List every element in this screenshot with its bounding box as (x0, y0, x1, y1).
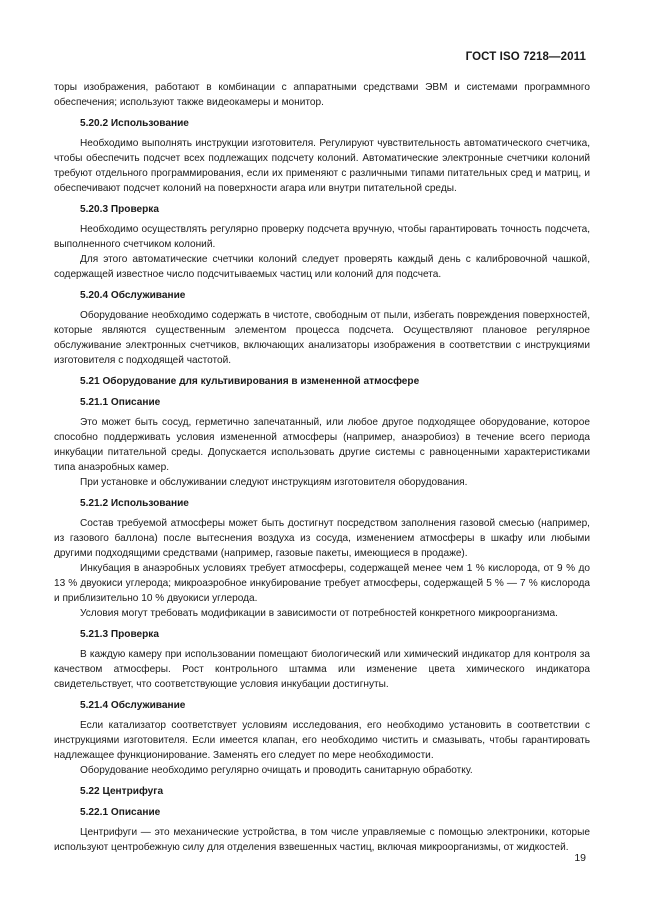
standard-header: ГОСТ ISO 7218—2011 (465, 51, 586, 63)
paragraph-5-20-4-1: Оборудование необходимо содержать в чистоте, свободным от пыли, избегать повреждения поверхностей, которые являются существенным элементом процесса подсчета. Осуществляют плановое регулярное обслуживание электронных счетчиков, включающих анализаторы изображения в соответствии с инструкциями изготовителя с подходящей частотой. (54, 310, 590, 366)
heading-5-20-3: 5.20.3 Проверка (80, 204, 159, 215)
paragraph-5-21-3-1: В каждую камеру при использовании помещают биологический или химический индикатор для контроля за качеством атмосферы. Рост контрольного штамма или изменение цвета химического индикатора свидетельствует, что соответствующие условия инкубации достигнуты. (54, 649, 590, 690)
heading-5-20-2: 5.20.2 Использование (80, 118, 189, 129)
heading-5-21-2: 5.21.2 Использование (80, 498, 189, 509)
heading-5-22: 5.22 Центрифуга (80, 786, 164, 797)
intro-paragraph: торы изображения, работают в комбинации с аппаратными средствами ЭВМ и системами программного обеспечения; используют также видеокамеры и монитор. (54, 82, 590, 108)
heading-5-20-4: 5.20.4 Обслуживание (80, 290, 186, 301)
paragraph-5-21-4-2: Оборудование необходимо регулярно очищать и проводить санитарную обработку. (80, 765, 473, 776)
paragraph-5-21-2-3: Условия могут требовать модификации в зависимости от потребностей конкретного микроорганизма. (80, 608, 558, 619)
paragraph-5-20-2-1: Необходимо выполнять инструкции изготовителя. Регулируют чувствительность автоматического счетчика, чтобы обеспечить подсчет всех подлежащих подсчету колоний. Автоматические электронные счетчики колоний требуют отдельного программирования, если их применяют с различными типами питательных сред и матриц, и обеспечивают подсчет колоний на поверхности агара или внутри питательной среды. (54, 138, 590, 194)
heading-5-21: 5.21 Оборудование для культивирования в измененной атмосфере (80, 376, 420, 387)
paragraph-5-21-1-2: При установке и обслуживании следуют инструкциям изготовителя оборудования. (80, 477, 468, 488)
paragraph-5-21-2-2: Инкубация в анаэробных условиях требует атмосферы, содержащей менее чем 1 % кислорода, от 9 % до 13 % двуокиси углерода; микроаэробное инкубирование требует атмосферы, содержащей 5 % — 7 % кислорода и приблизительно 10 % двуокиси углерода. (54, 563, 590, 604)
paragraph-5-20-3-2: Для этого автоматические счетчики колоний следует проверять каждый день с калибровочной чашкой, содержащей известное число подсчитываемых частиц или колоний для подсчета. (54, 254, 590, 280)
document-body (54, 80, 590, 855)
paragraph-5-22-1-1: Центрифуги — это механические устройства, в том числе управляемые с помощью электроники, которые используют центробежную силу для отделения взвешенных частиц, включая микроорганизмы, от жидкостей. (54, 827, 590, 853)
paragraph-5-21-1-1: Это может быть сосуд, герметично запечатанный, или любое другое подходящее оборудование, которое способно поддерживать условия измененной атмосферы (например, анаэробиоз) в течение всего периода инкубации питательной среды. Допускается использовать другие системы с равноценными характеристиками типа анаэробных камер. (54, 417, 590, 473)
heading-5-22-1: 5.22.1 Описание (80, 807, 161, 818)
heading-5-21-3: 5.21.3 Проверка (80, 629, 159, 640)
paragraph-5-21-2-1: Состав требуемой атмосферы может быть достигнут посредством заполнения газовой смесью (например, из газового баллона) после вытеснения воздуха из сосуда, изменением атмосферы в шкафу или любыми другими подходящими средствами (например, газовые пакеты, имеющиеся в продаже). (54, 518, 590, 559)
heading-5-21-4: 5.21.4 Обслуживание (80, 700, 186, 711)
paragraph-5-21-4-1: Если катализатор соответствует условиям исследования, его необходимо установить в соответствии с инструкциями изготовителя. Если имеется клапан, его необходимо чистить и смазывать, чтобы гарантировать надлежащее функционирование. Заменять его следует по мере необходимости. (54, 720, 590, 761)
page-number: 19 (574, 852, 586, 864)
heading-5-21-1: 5.21.1 Описание (80, 397, 161, 408)
paragraph-5-20-3-1: Необходимо осуществлять регулярно проверку подсчета вручную, чтобы гарантировать точность подсчета, выполненного счетчиком колоний. (54, 224, 590, 250)
